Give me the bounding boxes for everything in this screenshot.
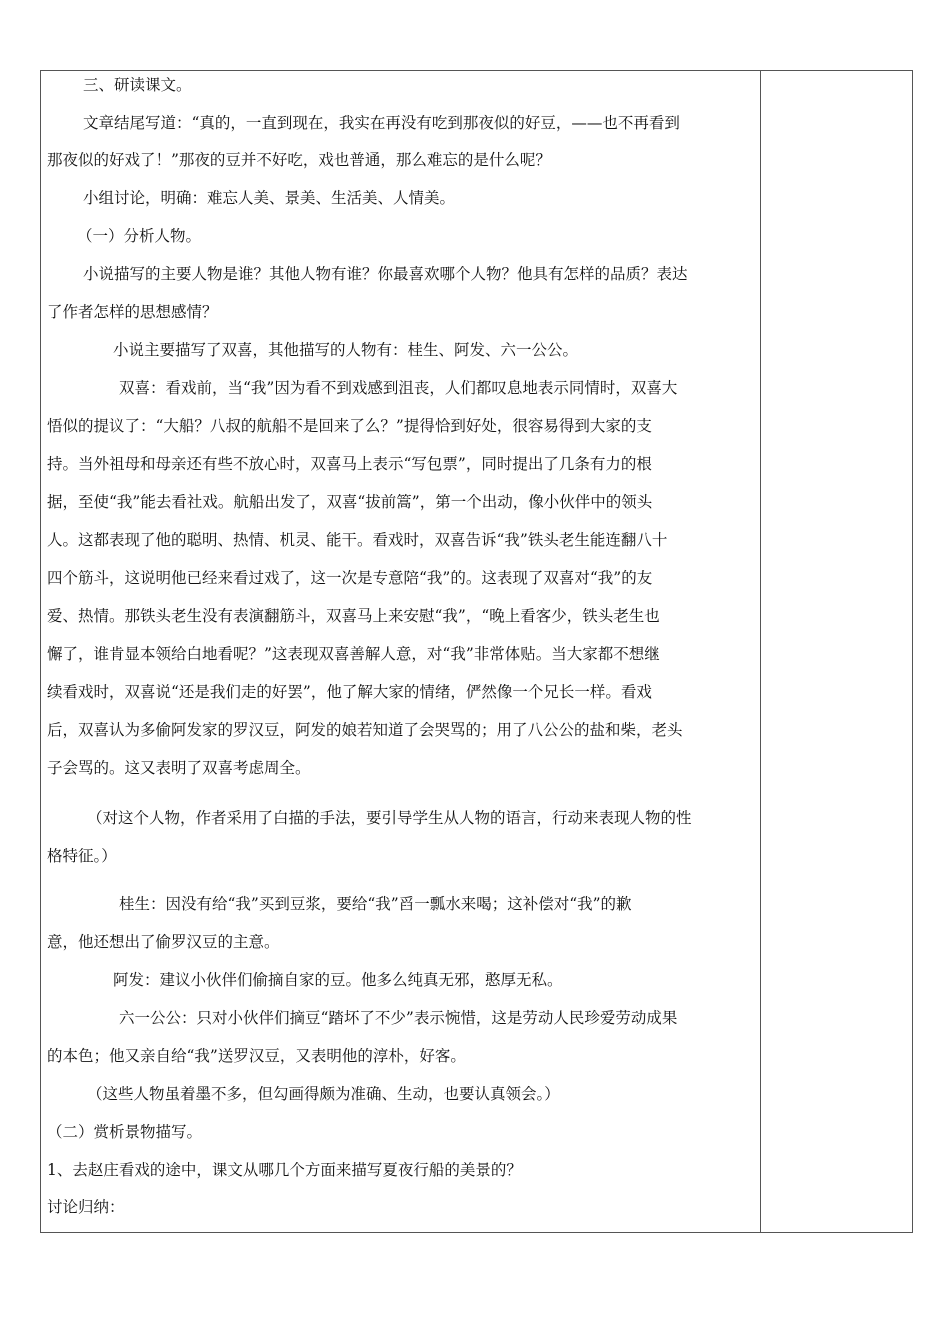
paragraph-line: 小组讨论，明确：难忘人美、景美、生活美、人情美。 (83, 189, 456, 207)
subsection-heading: （一）分析人物。 (77, 227, 202, 245)
paragraph-line: 双喜：看戏前，当“我”因为看不到戏感到沮丧，人们都叹息地表示同情时，双喜大 (119, 379, 678, 397)
notes-column-divider (760, 70, 761, 1233)
paragraph-line: 续看戏时，双喜说“还是我们走的好罢”，他了解大家的情绪，俨然像一个兄长一样。看戏 (47, 683, 652, 701)
paragraph-line: 懈了，谁肯显本领给白地看呢？”这表现双喜善解人意，对“我”非常体贴。当大家都不想继 (47, 645, 660, 663)
paragraph-line: （对这个人物，作者采用了白描的手法，要引导学生从人物的语言，行动来表现人物的性 (87, 809, 692, 827)
paragraph-line: 阿发：建议小伙伴们偷摘自家的豆。他多么纯真无邪，憨厚无私。 (113, 971, 563, 989)
section-heading: 三、研读课文。 (83, 76, 192, 94)
paragraph-line: 悟似的提议了：“大船？八叔的航船不是回来了么？”提得恰到好处，很容易得到大家的支 (47, 417, 652, 435)
paragraph-line: 子会骂的。这又表明了双喜考虑周全。 (47, 759, 311, 777)
paragraph-line: 文章结尾写道：“真的，一直到现在，我实在再没有吃到那夜似的好豆，——也不再看到 (83, 114, 680, 132)
paragraph-line: 四个筋斗，这说明他已经来看过戏了，这一次是专意陪“我”的。这表现了双喜对“我”的友 (47, 569, 653, 587)
paragraph-line: 桂生：因没有给“我”买到豆浆，要给“我”舀一瓢水来喝；这补偿对“我”的歉 (119, 895, 632, 913)
paragraph-line: 意，他还想出了偷罗汉豆的主意。 (47, 933, 280, 951)
paragraph-line: 据，至使“我”能去看社戏。航船出发了，双喜“拔前篙”，第一个出动，像小伙伴中的领头 (47, 493, 653, 511)
paragraph-line: 格特征。） (47, 847, 117, 865)
paragraph-line: 持。当外祖母和母亲还有些不放心时，双喜马上表示“写包票”，同时提出了几条有力的根 (47, 455, 652, 473)
paragraph-line: 的本色；他又亲自给“我”送罗汉豆，又表明他的淳朴，好客。 (47, 1047, 466, 1065)
paragraph-line: 小说描写的主要人物是谁？其他人物有谁？你最喜欢哪个人物？他具有怎样的品质？表达 (83, 265, 688, 283)
paragraph-line: 了作者怎样的思想感情？ (47, 303, 218, 321)
paragraph-line: 人。这都表现了他的聪明、热情、机灵、能干。看戏时，双喜告诉“我”铁头老生能连翻八十 (47, 531, 668, 549)
paragraph-line: （这些人物虽着墨不多，但勾画得颇为准确、生动，也要认真领会。） (87, 1085, 560, 1103)
paragraph-line: 小说主要描写了双喜，其他描写的人物有：桂生、阿发、六一公公。 (113, 341, 579, 359)
paragraph-line: 讨论归纳： (47, 1198, 125, 1216)
paragraph-line: 爱、热情。那铁头老生没有表演翻筋斗，双喜马上来安慰“我”，“晚上看客少，铁头老生也 (47, 607, 660, 625)
paragraph-line: 那夜似的好戏了！”那夜的豆并不好吃，戏也普通，那么难忘的是什么呢？ (47, 151, 551, 169)
paragraph-line: 后，双喜认为多偷阿发家的罗汉豆，阿发的娘若知道了会哭骂的；用了八公公的盐和柴，老头 (47, 721, 683, 739)
subsection-heading: （二）赏析景物描写。 (47, 1123, 203, 1141)
question-line: 1、去赵庄看戏的途中，课文从哪几个方面来描写夏夜行船的美景的？ (47, 1161, 522, 1179)
paragraph-line: 六一公公：只对小伙伴们摘豆“踏坏了不少”表示惋惜，这是劳动人民珍爱劳动成果 (119, 1009, 678, 1027)
